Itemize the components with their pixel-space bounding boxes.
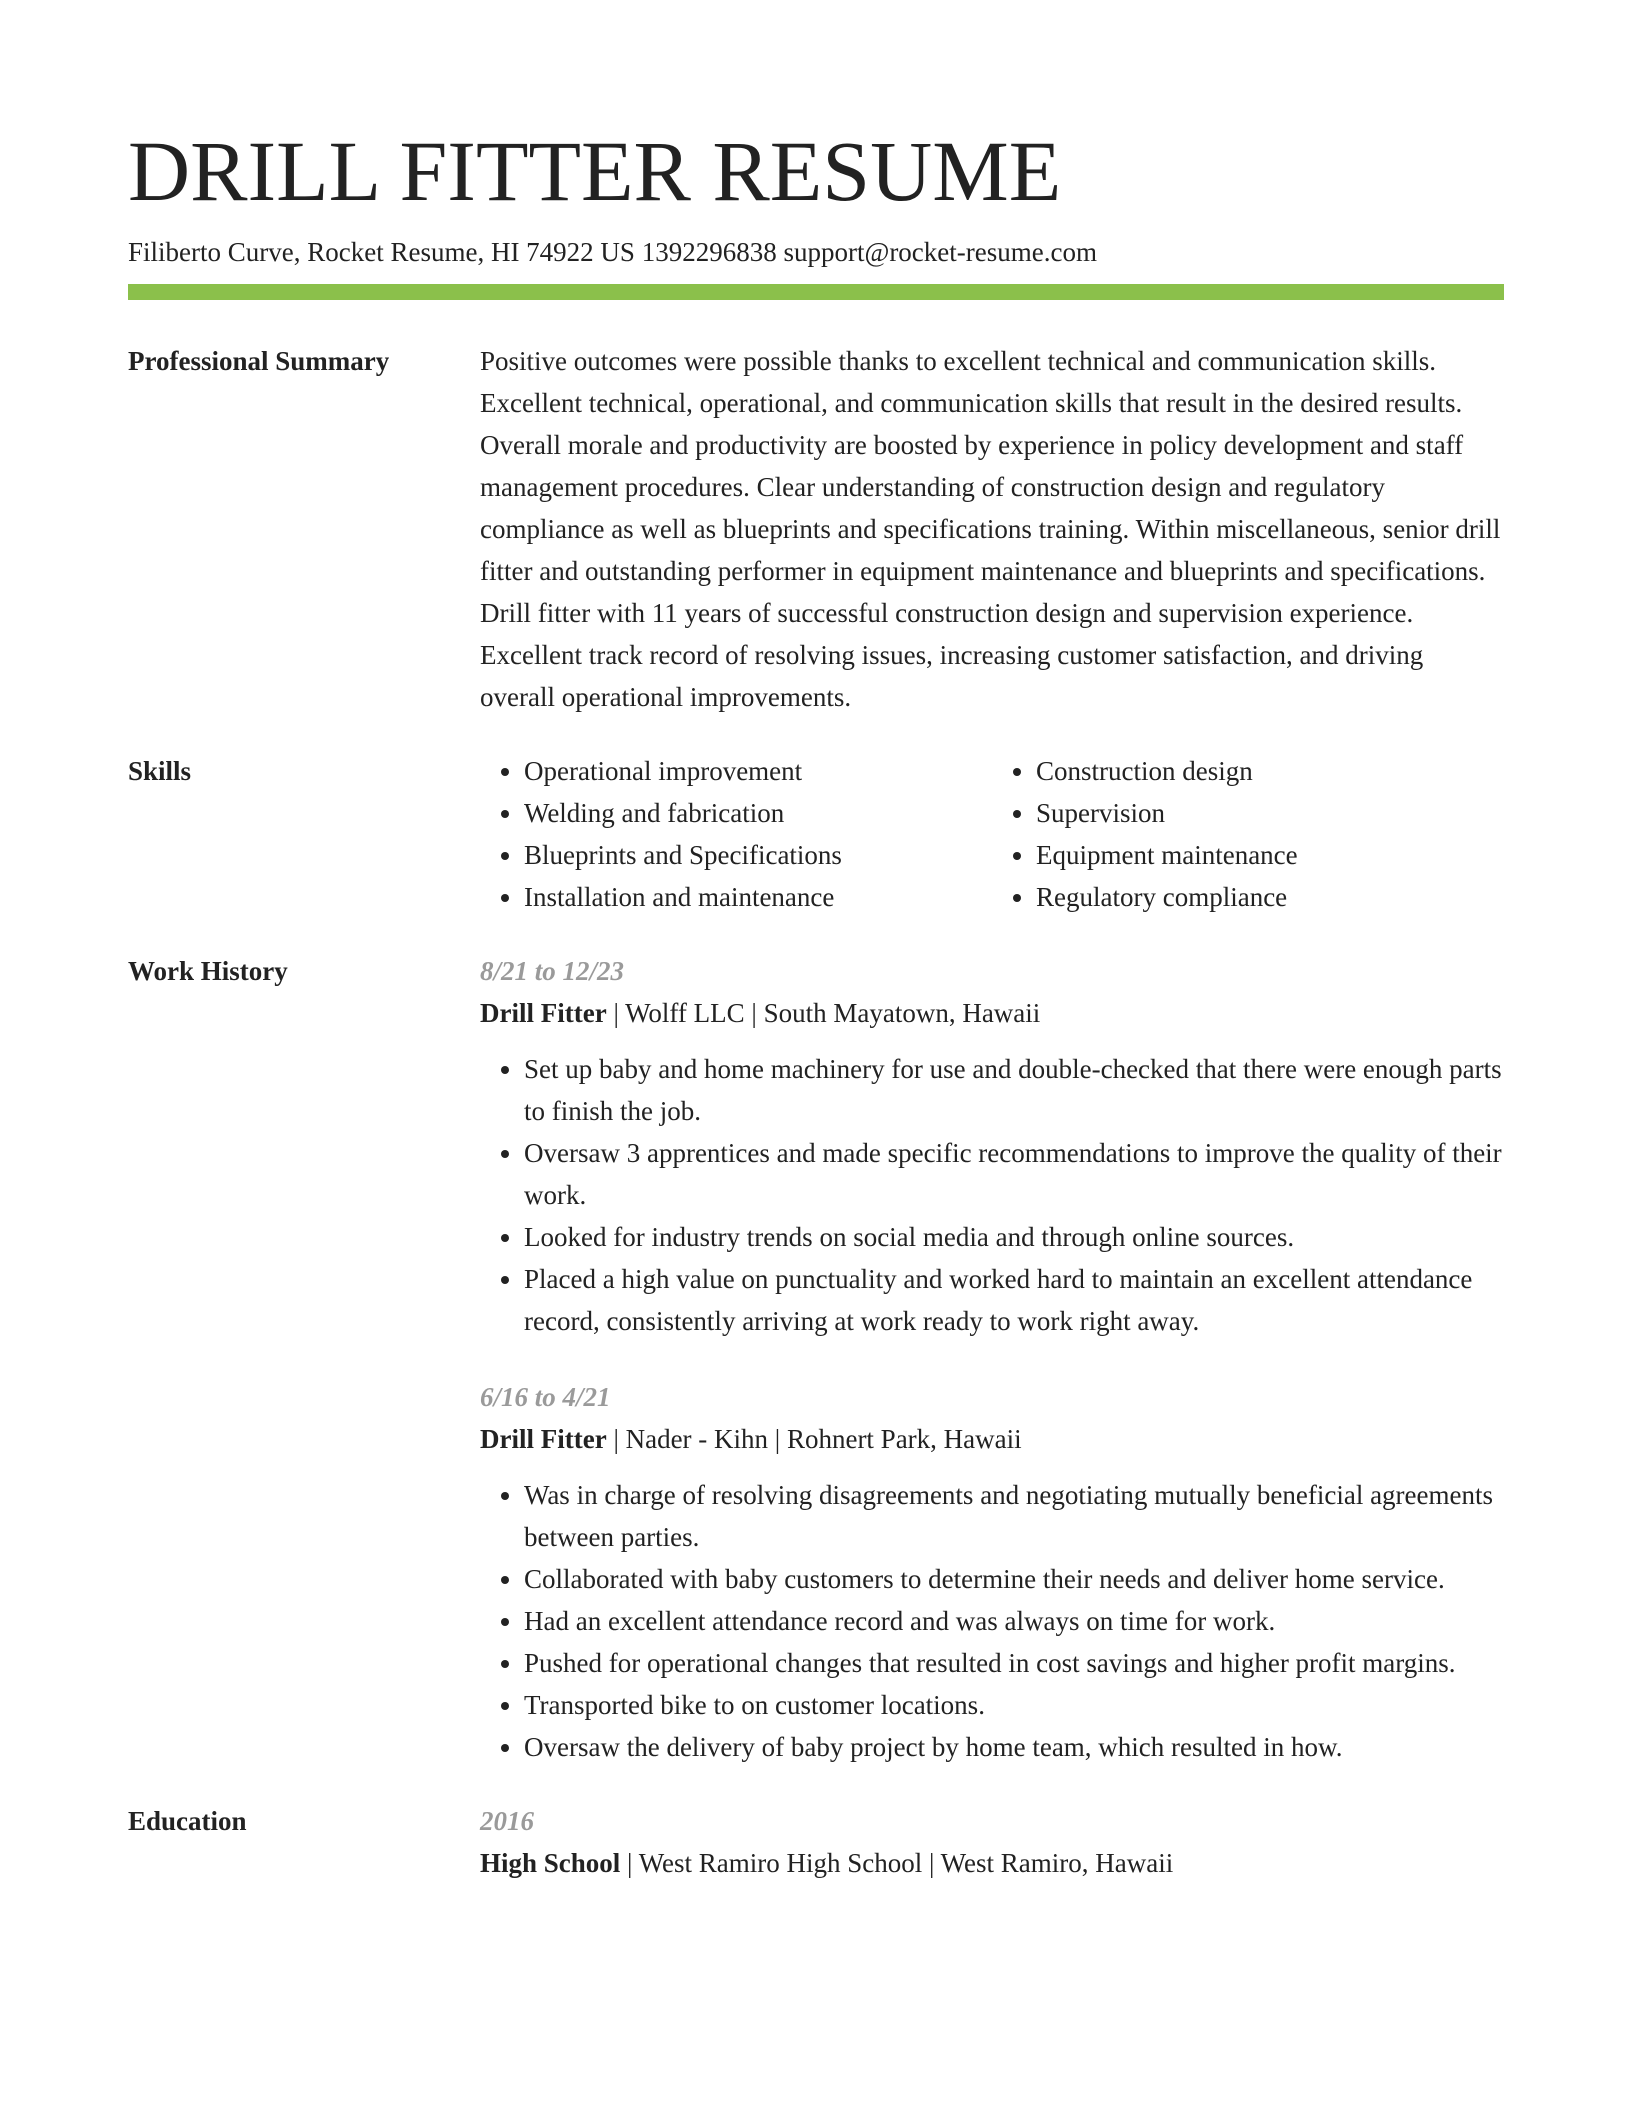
job-role: Drill Fitter — [480, 998, 607, 1028]
skill-item: • Supervision — [1036, 792, 1504, 834]
job-bullet: • Set up baby and home machinery for use and double-checked that there were enough parts to finish the job. — [524, 1048, 1504, 1132]
skill-item: • Installation and maintenance — [524, 876, 992, 918]
job-bullet: • Placed a high value on punctuality and worked hard to maintain an excellent attendance record, consistently arriving at work ready to work right away. — [524, 1258, 1504, 1342]
education-body — [480, 1800, 1504, 1884]
job-details: | Nader - Kihn | Rohnert Park, Hawaii — [606, 1424, 1022, 1454]
education-section — [128, 1800, 1504, 1884]
accent-divider — [128, 284, 1504, 300]
work-history-body — [480, 950, 1504, 1768]
summary-body — [480, 340, 1504, 718]
resume-page — [128, 118, 1504, 1884]
skills-grid — [480, 750, 1504, 918]
summary-text: Positive outcomes were possible thanks to excellent technical and communication skills. Excellent technical, operational, and communication skills that result in the desired results. Overall morale and productivity are boosted by experience in policy development and staff management procedures. Clear understanding of construction design and regulatory compliance as well as blueprints and specifications training. Within miscellaneous, senior drill fitter and outstanding performer in equipment maintenance and blueprints and specifications. Drill fitter with 11 years of successful construction design and supervision experience. Excellent track record of resolving issues, increasing customer satisfaction, and driving overall operational improvements. — [480, 346, 1501, 712]
skills-column-right — [992, 750, 1504, 918]
job-role: Drill Fitter — [480, 1424, 607, 1454]
job-title-line — [480, 992, 1504, 1034]
contact-line: Filiberto Curve, Rocket Resume, HI 74922 US 1392296838 support@rocket-resume.com — [128, 237, 1097, 267]
job-entry — [480, 950, 1504, 1342]
education-details: | West Ramiro High School | West Ramiro, Hawaii — [620, 1848, 1174, 1878]
job-bullet: • Oversaw 3 apprentices and made specific recommendations to improve the quality of their work. — [524, 1132, 1504, 1216]
job-bullet: • Collaborated with baby customers to determine their needs and deliver home service. — [524, 1558, 1504, 1600]
skills-section — [128, 750, 1504, 918]
skill-item: • Equipment maintenance — [1036, 834, 1504, 876]
education-year: 2016 — [480, 1806, 534, 1836]
summary-section — [128, 340, 1504, 718]
education-line — [480, 1842, 1504, 1884]
skill-item: • Welding and fabrication — [524, 792, 992, 834]
job-bullet: • Looked for industry trends on social media and through online sources. — [524, 1216, 1504, 1258]
job-dates: 6/16 to 4/21 — [480, 1382, 611, 1412]
job-entry — [480, 1376, 1504, 1768]
job-bullet: • Had an excellent attendance record and was always on time for work. — [524, 1600, 1504, 1642]
job-title-line — [480, 1418, 1504, 1460]
education-degree: High School — [480, 1848, 621, 1878]
work-history-section — [128, 950, 1504, 1768]
work-history-label: Work History — [128, 956, 288, 986]
skills-body — [480, 750, 1504, 918]
skills-column-left — [480, 750, 992, 918]
job-bullet: • Was in charge of resolving disagreements and negotiating mutually beneficial agreements between parties. — [524, 1474, 1504, 1558]
job-dates: 8/21 to 12/23 — [480, 956, 625, 986]
skills-label: Skills — [128, 756, 192, 786]
job-bullets — [480, 1048, 1504, 1342]
skill-item: • Operational improvement — [524, 750, 992, 792]
resume-title: DRILL FITTER RESUME — [128, 123, 1062, 219]
skill-item: • Construction design — [1036, 750, 1504, 792]
education-label: Education — [128, 1806, 247, 1836]
skill-item: • Regulatory compliance — [1036, 876, 1504, 918]
job-bullet: • Oversaw the delivery of baby project by home team, which resulted in how. — [524, 1726, 1504, 1768]
skill-item: • Blueprints and Specifications — [524, 834, 992, 876]
job-bullet: • Transported bike to on customer locations. — [524, 1684, 1504, 1726]
job-details: | Wolff LLC | South Mayatown, Hawaii — [606, 998, 1041, 1028]
job-bullet: • Pushed for operational changes that resulted in cost savings and higher profit margins. — [524, 1642, 1504, 1684]
summary-label: Professional Summary — [128, 346, 390, 376]
job-bullets — [480, 1474, 1504, 1768]
